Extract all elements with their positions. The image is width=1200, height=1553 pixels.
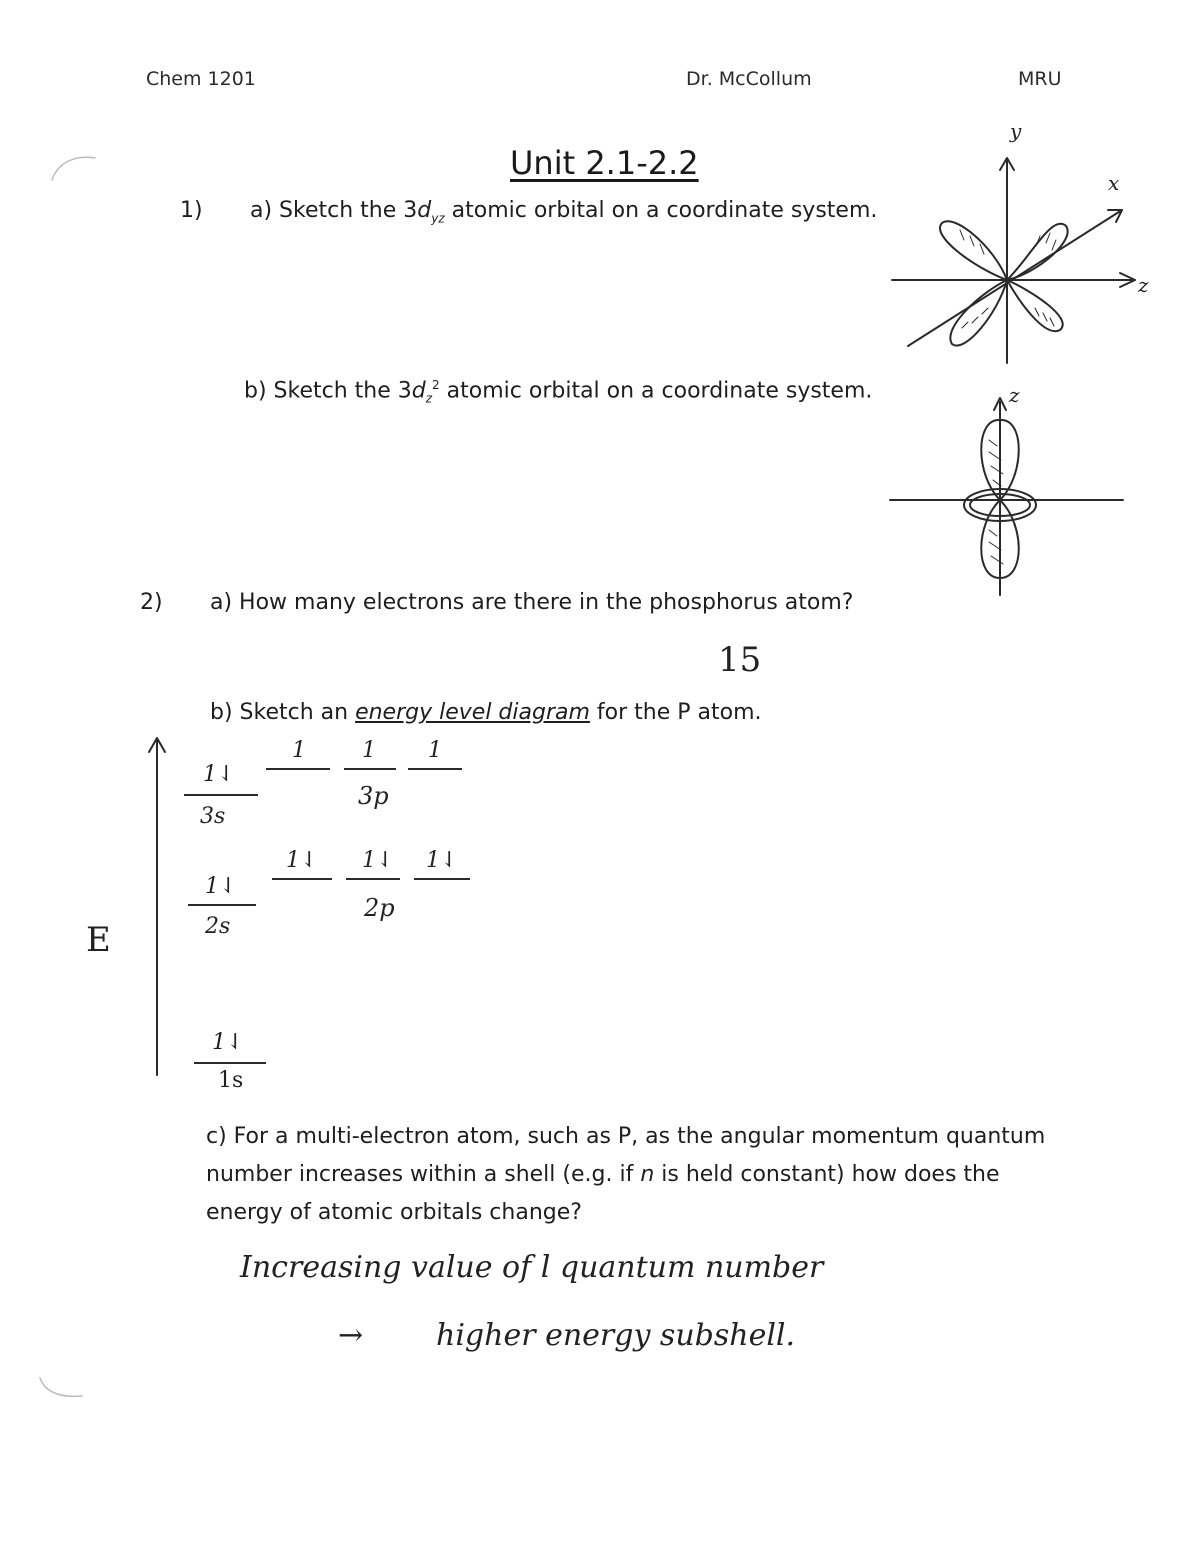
q2a-text: a) How many electrons are there in the phosphorus atom? bbox=[210, 590, 854, 615]
q2c-line-3: energy of atomic orbitals change? bbox=[206, 1200, 582, 1225]
instructor-name: Dr. McCollum bbox=[686, 68, 812, 90]
dyz-axis-label-x: x bbox=[1108, 171, 1120, 195]
hole-punch-mark-bottom bbox=[30, 1370, 90, 1410]
orbital-2s-line bbox=[188, 904, 256, 906]
orbital-1s-line bbox=[194, 1062, 266, 1064]
dyz-orbital-sketch bbox=[880, 118, 1170, 378]
orbital-3p-2-electrons: 1 bbox=[362, 738, 376, 763]
hole-punch-mark-top bbox=[40, 150, 100, 190]
q2c-answer-arrow: → bbox=[338, 1318, 364, 1353]
q2a-answer: 15 bbox=[718, 640, 762, 680]
orbital-3p-3-line bbox=[408, 768, 462, 770]
orbital-3s-electrons: 1⇃ bbox=[203, 762, 236, 787]
q2c-answer-line-2: higher energy subshell. bbox=[436, 1318, 796, 1353]
orbital-2s-label: 2s bbox=[205, 914, 231, 939]
orbital-2p-label: 2p bbox=[364, 894, 395, 922]
orbital-2p-3-line bbox=[414, 878, 470, 880]
dz2-axis-label-z: z bbox=[1009, 383, 1020, 407]
energy-axis-arrow bbox=[140, 730, 170, 1080]
orbital-2s-electrons: 1⇃ bbox=[205, 874, 238, 899]
orbital-3s-line bbox=[184, 794, 258, 796]
orbital-3p-1-line bbox=[266, 768, 330, 770]
orbital-3s-label: 3s bbox=[200, 804, 226, 829]
page-title: Unit 2.1-2.2 bbox=[510, 144, 699, 182]
institution-name: MRU bbox=[1018, 68, 1062, 90]
orbital-2p-2-electrons: 1⇃ bbox=[362, 848, 395, 873]
orbital-1s-label: 1s bbox=[218, 1068, 244, 1093]
orbital-2p-1-line bbox=[272, 878, 332, 880]
q1a-text: a) Sketch the $3d_{yz}$ atomic orbital on a coordinate system. bbox=[250, 198, 878, 226]
orbital-3p-1-electrons: 1 bbox=[292, 738, 306, 763]
orbital-2p-2-line bbox=[346, 878, 400, 880]
orbital-3p-3-electrons: 1 bbox=[428, 738, 442, 763]
course-name: Chem 1201 bbox=[146, 68, 256, 90]
dz2-orbital-sketch bbox=[885, 380, 1135, 600]
q1-number: 1) bbox=[180, 198, 203, 223]
orbital-1s-electrons: 1⇃ bbox=[212, 1030, 245, 1055]
q2-number: 2) bbox=[140, 590, 163, 615]
orbital-2p-1-electrons: 1⇃ bbox=[286, 848, 319, 873]
dyz-axis-label-z: z bbox=[1138, 273, 1149, 297]
q1b-text: b) Sketch the $3d_z^2$ atomic orbital on a coordinate system. bbox=[244, 378, 873, 406]
orbital-2p-3-electrons: 1⇃ bbox=[426, 848, 459, 873]
q2c-line-1: c) For a multi-electron atom, such as P, as the angular momentum quantum bbox=[206, 1124, 1046, 1149]
q2c-line-2: number increases within a shell (e.g. if n is held constant) how does the bbox=[206, 1162, 1000, 1187]
dyz-axis-label-y: y bbox=[1010, 119, 1022, 143]
energy-axis-label: E bbox=[86, 920, 111, 960]
q2b-text: b) Sketch an energy level diagram for the P atom. bbox=[210, 700, 762, 725]
orbital-3p-label: 3p bbox=[358, 782, 389, 810]
q2c-answer-line-1: Increasing value of l quantum number bbox=[240, 1250, 824, 1285]
orbital-3p-2-line bbox=[344, 768, 396, 770]
